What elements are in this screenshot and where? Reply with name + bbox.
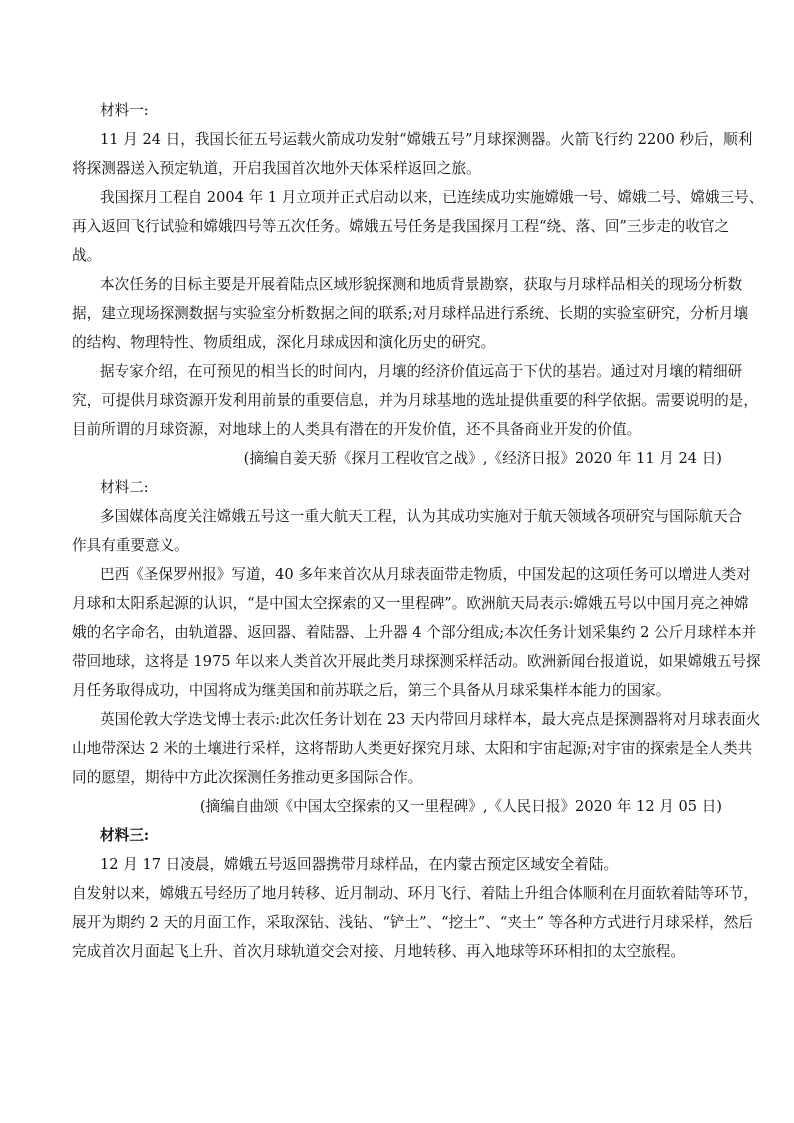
paragraph-line: 究，可提供月球资源开发利用前景的重要信息，并为月球基地的选址提供重要的科学依据。需要说明的是， [72,392,758,409]
material-1-heading: 材料一: [100,102,149,119]
paragraph-line: 作具有重要意义。 [72,537,189,554]
paragraph-line: 据，建立现场探测数据与实验室分析数据之间的联系;对月球样品进行系统、长期的实验室研究，分析月壤 [72,305,749,322]
paragraph-line: 月球和太阳系起源的认识，“是中国太空探索的又一里程碑”。欧洲航天局表示:嫦娥五号以中国月亮之神嫦 [72,595,749,612]
paragraph-line: 英国伦敦大学迭戈博士表示:此次任务计划在 23 天内带回月球样本，最大亮点是探测器将对月球表面火 [100,711,761,728]
paragraph-line: 娥的名字命名，由轨道器、返回器、着陆器、上升器 4 个部分组成;本次任务计划采集约 2 公斤月球样本并 [72,624,757,641]
paragraph-line: 山地带深达 2 米的土壤进行采样，这将帮助人类更好探究月球、太阳和宇宙起源;对宇宙的探索是全人类共 [72,740,753,757]
material-2-heading: 材料二: [100,479,149,496]
paragraph-line: 再入返回飞行试验和嫦娥四号等五次任务。嫦娥五号任务是我国探月工程“绕、落、回”三步走的收官之 [72,218,730,235]
material-1-source: (摘编自姜天骄《探月工程收官之战》,《经济日报》2020 年 11 月 24 日) [243,450,722,467]
paragraph-line: 完成首次月面起飞上升、首次月球轨道交会对接、月地转移、再入地球等环环相扣的太空旅程。 [72,943,685,960]
document-body [72,96,764,966]
paragraph-line: 目前所谓的月球资源，对地球上的人类具有潜在的开发价值，还不具备商业开发的价值。 [72,421,642,438]
paragraph-line: 展开为期约 2 天的月面工作，采取深钻、浅钻、“铲土”、“挖土”、“夹土” 等各种方式进行月球采样，然后 [72,914,753,931]
material-2-source: (摘编自曲颂《中国太空探索的又一里程碑》,《人民日报》2020 年 12 月 05 日) [199,798,722,815]
paragraph-line: 同的愿望，期待中方此次探测任务推动更多国际合作。 [72,769,423,786]
paragraph-line: 战。 [72,247,102,264]
paragraph-line: 带回地球，这将是 1975 年以来人类首次开展此类月球探测采样活动。欧洲新闻台报道说，如果嫦娥五号探 [72,653,761,670]
paragraph-line: 12 月 17 日凌晨，嫦娥五号返回器携带月球样品，在内蒙古预定区域安全着陆。 [100,856,619,873]
paragraph-line: 本次任务的目标主要是开展着陆点区域形貌探测和地质背景勘察，获取与月球样品相关的现场分析数 [100,276,743,293]
paragraph-line: 的结构、物理特性、物质组成，深化月球成因和演化历史的研究。 [72,334,496,351]
paragraph-line: 将探测器送入预定轨道，开启我国首次地外天体采样返回之旅。 [72,160,481,177]
paragraph-line: 11 月 24 日，我国长征五号运载火箭成功发射“嫦娥五号”月球探测器。火箭飞行约 2200 秒后，顺利 [100,131,753,148]
material-3-heading: 材料三: [100,827,150,844]
paragraph-line: 多国媒体高度关注嫦娥五号这一重大航天工程，认为其成功实施对于航天领域各项研究与国际航天合 [100,508,743,525]
paragraph-line: 月任务取得成功，中国将成为继美国和前苏联之后，第三个具备从月球采集样本能力的国家。 [72,682,671,699]
paragraph-line: 据专家介绍，在可预见的相当长的时间内，月壤的经济价值远高于下伏的基岩。通过对月壤的精细研 [100,363,743,380]
paragraph-line: 自发射以来，嫦娥五号经历了地月转移、近月制动、环月飞行、着陆上升组合体顺利在月面软着陆等环节， [72,885,758,902]
paragraph-line: 巴西《圣保罗州报》写道，40 多年来首次从月球表面带走物质，中国发起的这项任务可以增进人类对 [100,566,751,583]
paragraph-line: 我国探月工程自 2004 年 1 月立项并正式启动以来，已连续成功实施嫦娥一号、嫦娥二号、嫦娥三号、 [100,189,764,206]
